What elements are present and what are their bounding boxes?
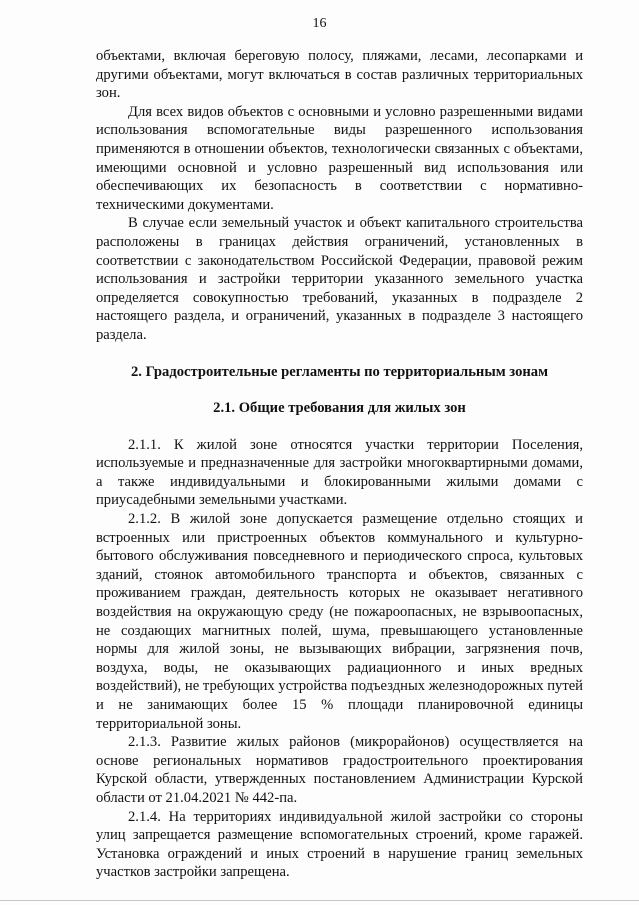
- clause-2-1-1: 2.1.1. К жилой зоне относятся участки территории Поселения, используемые и предназначенные для застройки многоквартирными домами, а также индивидуальными и блокированными жилыми домами с приусадебными земельными участками.: [96, 436, 583, 509]
- page-number: 16: [312, 16, 327, 31]
- document-body: [96, 47, 583, 882]
- paragraph-auxiliary-uses: Для всех видов объектов с основными и условно разрешенными видами использования вспомогательные виды разрешенного использования применяются в отношении объектов, технологически связанных с объектами, имеющими основной и условно разрешенный вид использования или обеспечивающих их безопасность в соответствии с нормативно-техническими документами.: [96, 103, 583, 213]
- clause-2-1-4: 2.1.4. На территориях индивидуальной жилой застройки со стороны улиц запрещается размещение вспомогательных строений, кроме гаражей. Установка ограждений и иных строений в нарушение границ земельных участков застройки запрещена.: [96, 808, 583, 881]
- paragraph-continuation: объектами, включая береговую полосу, пляжами, лесами, лесопарками и другими объектами, могут включаться в состав различных территориальных зон.: [96, 48, 583, 102]
- clause-2-1-2: 2.1.2. В жилой зоне допускается размещение отдельно стоящих и встроенных или пристроенных объектов коммунального и культурно-бытового обслуживания повседневного и периодического спроса, культовых зданий, стоянок автомобильного транспорта и объектов, связанных с проживанием граждан, деятельность которых не оказывает негативного воздействия на окружающую среду (не пожароопасных, не взрывоопасных, не создающих магнитных полей, шума, превышающего установленные нормы для жилой зоны, не вызывающих вибрации, загрязнения почв, воздуха, воды, не оказывающих радиационного и иных вредных воздействий), не требующих устройства подъездных железнодорожных путей и не занимающих более 15 % площади планировочной единицы территориальной зоны.: [96, 511, 583, 732]
- paragraph-restrictions: В случае если земельный участок и объект капитального строительства расположены в границах действия ограничений, установленных в соответствии с законодательством Российской Федерации, правовой режим использования и застройки территории указанного земельного участка определяется совокупностью требований, указанных в подразделе 2 настоящего раздела, и ограничений, указанных в подразделе 3 настоящего раздела.: [96, 215, 583, 343]
- clause-2-1-3: 2.1.3. Развитие жилых районов (микрорайонов) осуществляется на основе региональных нормативов градостроительного проектирования Курской области, утвержденных постановлением Администрации Курской области от 21.04.2021 № 442-па.: [96, 734, 583, 806]
- section-heading: 2. Градостроительные регламенты по территориальным зонам: [130, 363, 549, 380]
- page-bottom-edge: [0, 900, 639, 901]
- subsection-heading: 2.1. Общие требования для жилых зон: [213, 400, 466, 417]
